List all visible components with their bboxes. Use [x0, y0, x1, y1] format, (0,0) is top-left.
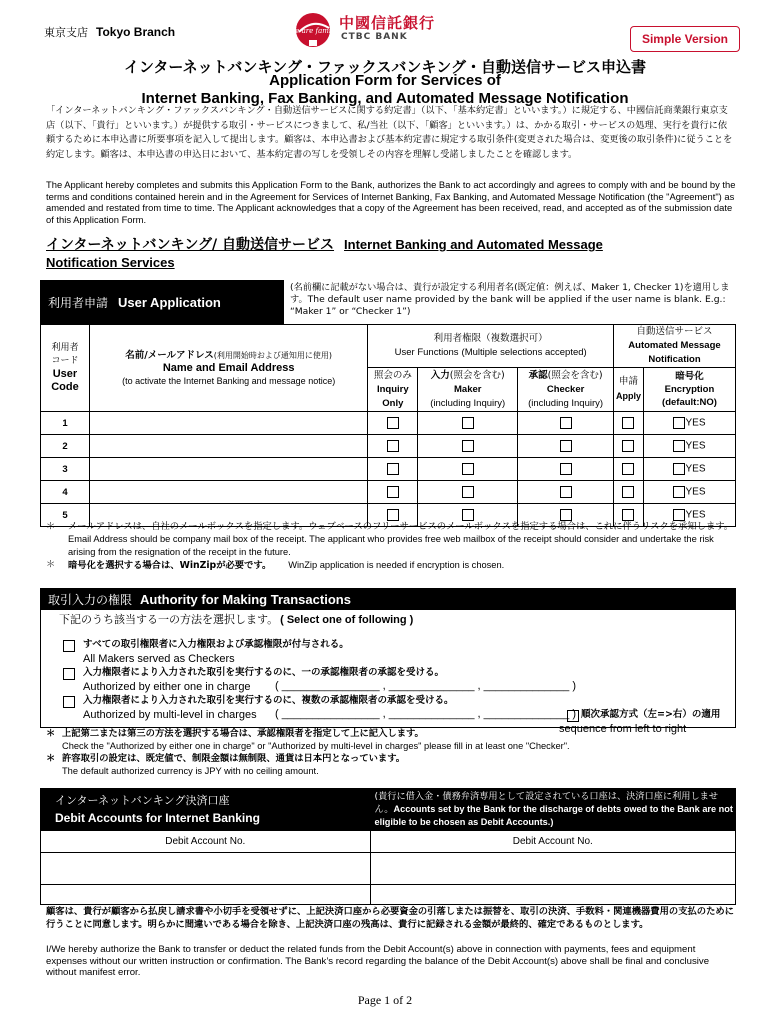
user-code-cell: 5	[41, 504, 90, 527]
user-code-cell: 1	[41, 412, 90, 435]
user-name-note: (名前欄に記載がない場合は、貴行が設定する利用者名(既定値：例えば、Maker 1, Checker 1)を適用します。The default user name provided by the bank will be applied if the user name is blank. E.g.: “Maker 1” or “Checker 1”)	[290, 282, 730, 317]
encryption-yes-label: YES	[685, 417, 706, 429]
apply-checkbox[interactable]	[622, 417, 634, 429]
header-automated-notification: 自動送信サービス Automated Message Notification	[614, 325, 736, 368]
name-email-input[interactable]	[89, 458, 367, 481]
inquiry-checkbox[interactable]	[387, 440, 399, 452]
maker-checkbox[interactable]	[462, 440, 474, 452]
checker-cell	[518, 458, 614, 481]
authorization-en: I/We hereby authorize the Bank to transfer or deduct the related funds from the Debit Account(s) above in connection with payments, fees and equipment expenses without our written instruction or confirmation. The Bank’s record regarding the balance of the Debit Account(s) above shall be final and conclusive without manifest error.	[46, 944, 710, 979]
apply-cell	[614, 412, 644, 435]
encryption-yes-checkbox[interactable]	[673, 417, 685, 429]
email-notes	[46, 521, 740, 572]
apply-checkbox[interactable]	[622, 463, 634, 475]
debit-note-cell: (貴行に借入金・債務弁済専用として設定されている口座は、決済口座に利用しません。Accounts set by the Bank for the discharge of debts owed to the Bank are not eligible to be chosen as Debit Accounts.)	[370, 789, 735, 831]
maker-checkbox[interactable]	[462, 463, 474, 475]
option-all-makers: すべての取引権限者に入力権限および承認権限が付与される。 All Makers served as Checkers	[83, 639, 349, 665]
note-star: ＊	[46, 728, 56, 739]
note-winzip-en: WinZip application is needed if encryption is chosen.	[288, 560, 505, 570]
maker-checkbox[interactable]	[462, 486, 474, 498]
apply-checkbox[interactable]	[622, 486, 634, 498]
header-name-email: 名前/メールアドレス(利用開始時および通知用に使用) Name and Email Address (to activate the Internet Banking and message notice)	[89, 325, 367, 412]
encryption-yes-checkbox[interactable]	[673, 509, 685, 521]
checker-checkbox[interactable]	[560, 509, 572, 521]
user-row	[41, 435, 736, 458]
logo-script: We are family	[293, 27, 337, 35]
multi-level-checkers-fields[interactable]: ( ________________ , ______________ , ______________ )	[275, 708, 576, 720]
note-email-jp: メールアドレスは、自社のメールボックスを指定します。ウェブベースのフリーサービスのメールボックスを指定する場合は、これに伴うリスクを承知します。	[68, 521, 734, 532]
logo-english: CTBC BANK	[341, 32, 408, 42]
apply-cell	[614, 458, 644, 481]
section-title-en: Internet Banking and Automated Message	[344, 237, 603, 252]
header-user-functions: 利用者権限（複数選択可） User Functions (Multiple selections accepted)	[368, 325, 614, 368]
debit-account-input[interactable]	[370, 853, 735, 885]
checker-cell	[518, 435, 614, 458]
note-currency-jp: 許容取引の設定は、既定値で、制限金額は無制限、通貨は日本円となっています。	[62, 753, 406, 764]
debit-col1-header: Debit Account No.	[41, 831, 371, 853]
user-row	[41, 458, 736, 481]
encryption-yes-checkbox[interactable]	[673, 486, 685, 498]
user-table	[40, 324, 736, 527]
header-inquiry-only: 照会のみ Inquiry Only	[368, 368, 418, 412]
encryption-yes-label: YES	[685, 440, 706, 452]
encryption-cell	[643, 458, 735, 481]
maker-cell	[418, 458, 518, 481]
header-encryption: 暗号化 Encryption (default:NO)	[643, 368, 735, 412]
debit-label-cell: インターネットバンキング決済口座 Debit Accounts for Internet Banking	[41, 789, 371, 831]
ctbc-logo	[293, 10, 443, 50]
inquiry-cell	[368, 435, 418, 458]
encryption-cell	[643, 435, 735, 458]
authority-bar	[40, 588, 736, 610]
inquiry-checkbox[interactable]	[387, 486, 399, 498]
option-multi-level-checkbox[interactable]	[63, 696, 75, 708]
encryption-yes-label: YES	[685, 463, 706, 475]
section-internet-banking-title	[46, 236, 746, 272]
header-maker: 入力(照会を含む) Maker (including Inquiry)	[418, 368, 518, 412]
note-star: ＊	[46, 521, 56, 532]
note-star: ＊	[46, 559, 56, 570]
maker-checkbox[interactable]	[462, 509, 474, 521]
authority-notes	[46, 728, 740, 778]
section-title-en2: Notification Services	[46, 255, 175, 270]
user-application-jp: 利用者申請	[48, 295, 109, 310]
debit-account-input[interactable]	[370, 885, 735, 905]
authorization-jp: 顧客は、貴行が顧客から払戻し請求書や小切手を受領せずに、上記決済口座から必要資金の引落しまたは振替を、取引の決済、手数料・関連機器費用の支払のために行うことに同意します。明らかに間違いである場合を除き、上記決済口座の残高は、貴行に記録される金額が最終的、確定であるものとします。	[46, 906, 734, 930]
maker-cell	[418, 481, 518, 504]
checker-cell	[518, 412, 614, 435]
authority-en: Authority for Making Transactions	[140, 591, 351, 607]
user-application-bar	[40, 280, 284, 324]
encryption-yes-label: YES	[685, 486, 706, 498]
sequence-checkbox[interactable]	[567, 710, 579, 722]
option-all-makers-checkbox[interactable]	[63, 640, 75, 652]
checker-checkbox[interactable]	[560, 486, 572, 498]
ctbc-emblem-icon	[293, 10, 337, 50]
select-one-label: 下記のうち該当する一の方法を選択します。 ( Select one of following )	[59, 613, 414, 626]
note-email-en: Email Address should be company mail box of the receipt. The applicant who provides free web mailbox of the receipt should consider and undertake the risk arising from the resignation of the receipt in the future.	[68, 534, 714, 557]
simple-version-badge: Simple Version	[630, 26, 740, 52]
branch-label	[44, 24, 175, 40]
user-code-cell: 3	[41, 458, 90, 481]
maker-cell	[418, 412, 518, 435]
checker-checkbox[interactable]	[560, 417, 572, 429]
option-either-one: 入力権限者により入力された取引を実行するのに、一の承認権限者の承認を受ける。 Authorized by either one in charge	[83, 667, 445, 693]
option-multi-level: 入力権限者により入力された取引を実行するのに、複数の承認権限者の承認を受ける。 Authorized by multi-level in charges	[83, 695, 454, 721]
encryption-cell	[643, 481, 735, 504]
branch-en: Tokyo Branch	[96, 25, 176, 39]
option-either-one-checkbox[interactable]	[63, 668, 75, 680]
title-en	[0, 72, 770, 108]
debit-account-input[interactable]	[41, 885, 371, 905]
title-en-line1: Application Form for Services of	[269, 72, 501, 89]
title-jp: インターネットバンキング・ファックスバンキング・自動送信サービス申込書	[123, 58, 646, 76]
intro-en: The Applicant hereby completes and submits this Application Form to the Bank, authorizes the Bank to act accordingly and agrees to comply with and be bound by the terms and conditions contained herein and in the Agreement for Services of Internet Banking, Fax Banking, and Automated Message Notification (the "Agreement") as amended and restated from time to time. The Applicant acknowledges that a copy of the Agreement has been received, read, and accepted as of the submission date of this Application Form.	[46, 179, 736, 225]
header-checker: 承認(照会を含む) Checker (including Inquiry)	[518, 368, 614, 412]
sequence-label: 順次承認方式（左=>右）の適用 sequence from left to right	[559, 709, 721, 735]
maker-cell	[418, 435, 518, 458]
section-title-jp: インターネットバンキング/ 自動送信サービス	[46, 237, 335, 253]
apply-checkbox[interactable]	[622, 440, 634, 452]
inquiry-checkbox[interactable]	[387, 509, 399, 521]
maker-checkbox[interactable]	[462, 417, 474, 429]
either-one-checkers-fields[interactable]: ( ________________ , ______________ , ______________ )	[275, 680, 576, 692]
encryption-yes-checkbox[interactable]	[673, 440, 685, 452]
name-email-input[interactable]	[89, 412, 367, 435]
debit-col2-header: Debit Account No.	[370, 831, 735, 853]
inquiry-checkbox[interactable]	[387, 463, 399, 475]
logo-chinese: 中國信託銀行	[339, 14, 436, 32]
apply-cell	[614, 481, 644, 504]
note-checker-en: Check the "Authorized by either one in charge" or "Authorized by multi-level in charges" please fill in at least one "Checker".	[62, 741, 570, 751]
inquiry-checkbox[interactable]	[387, 417, 399, 429]
user-code-cell: 4	[41, 481, 90, 504]
note-checker-jp: 上記第二または第三の方法を選択する場合は、承認権限者を指定して上に記入します。	[62, 728, 424, 739]
user-application-en: User Application	[118, 294, 221, 310]
note-star: ＊	[46, 753, 56, 764]
encryption-yes-checkbox[interactable]	[673, 463, 685, 475]
note-winzip-jp: 暗号化を選択する場合は、WinZipが必要です。	[68, 560, 272, 571]
page-number: Page 1 of 2	[357, 993, 413, 1007]
user-code-cell: 2	[41, 435, 90, 458]
apply-checkbox[interactable]	[622, 509, 634, 521]
inquiry-cell	[368, 412, 418, 435]
encryption-cell	[643, 412, 735, 435]
title-en-line2: Internet Banking, Fax Banking, and Automated Message Notification	[141, 90, 629, 107]
checker-cell	[518, 481, 614, 504]
apply-cell	[614, 435, 644, 458]
authority-jp: 取引入力の権限	[48, 592, 133, 607]
name-email-input[interactable]	[89, 435, 367, 458]
inquiry-cell	[368, 481, 418, 504]
user-row	[41, 481, 736, 504]
encryption-yes-label: YES	[685, 509, 706, 521]
debit-accounts-table	[40, 788, 736, 905]
inquiry-cell	[368, 458, 418, 481]
branch-jp: 東京支店	[44, 26, 88, 39]
user-row	[41, 412, 736, 435]
header-apply: 申請 Apply	[614, 368, 644, 412]
checker-checkbox[interactable]	[560, 463, 572, 475]
name-email-input[interactable]	[89, 481, 367, 504]
debit-account-input[interactable]	[41, 853, 371, 885]
intro-jp: 「インターネットバンキング・ファックスバンキング・自動送信サービスに関する約定書」（以下、「基本約定書」といいます。）に規定する、中國信託商業銀行東京支店（以下、「貴行」といいます。）が提供する取引・サービスにつきまして、私/当社（以下、「顧客」といいます。）は、かかる取引・サービスの処理、実行を貴行に依頼するために本申込書に所要事項を記入して提出します。顧客は、本申込書および基本約定書に規定する取引条件(変更された場合は、変更後の取引条件)に従うことを約定します。顧客は、本申込書の申込日において、基本約定書の写しを受領しその内容を理解し受諾しましたことを確認します。	[46, 105, 733, 160]
note-currency-en: The default authorized currency is JPY with no ceiling amount.	[62, 766, 319, 776]
checker-checkbox[interactable]	[560, 440, 572, 452]
header-user-code: 利用者コード User Code	[41, 325, 90, 412]
